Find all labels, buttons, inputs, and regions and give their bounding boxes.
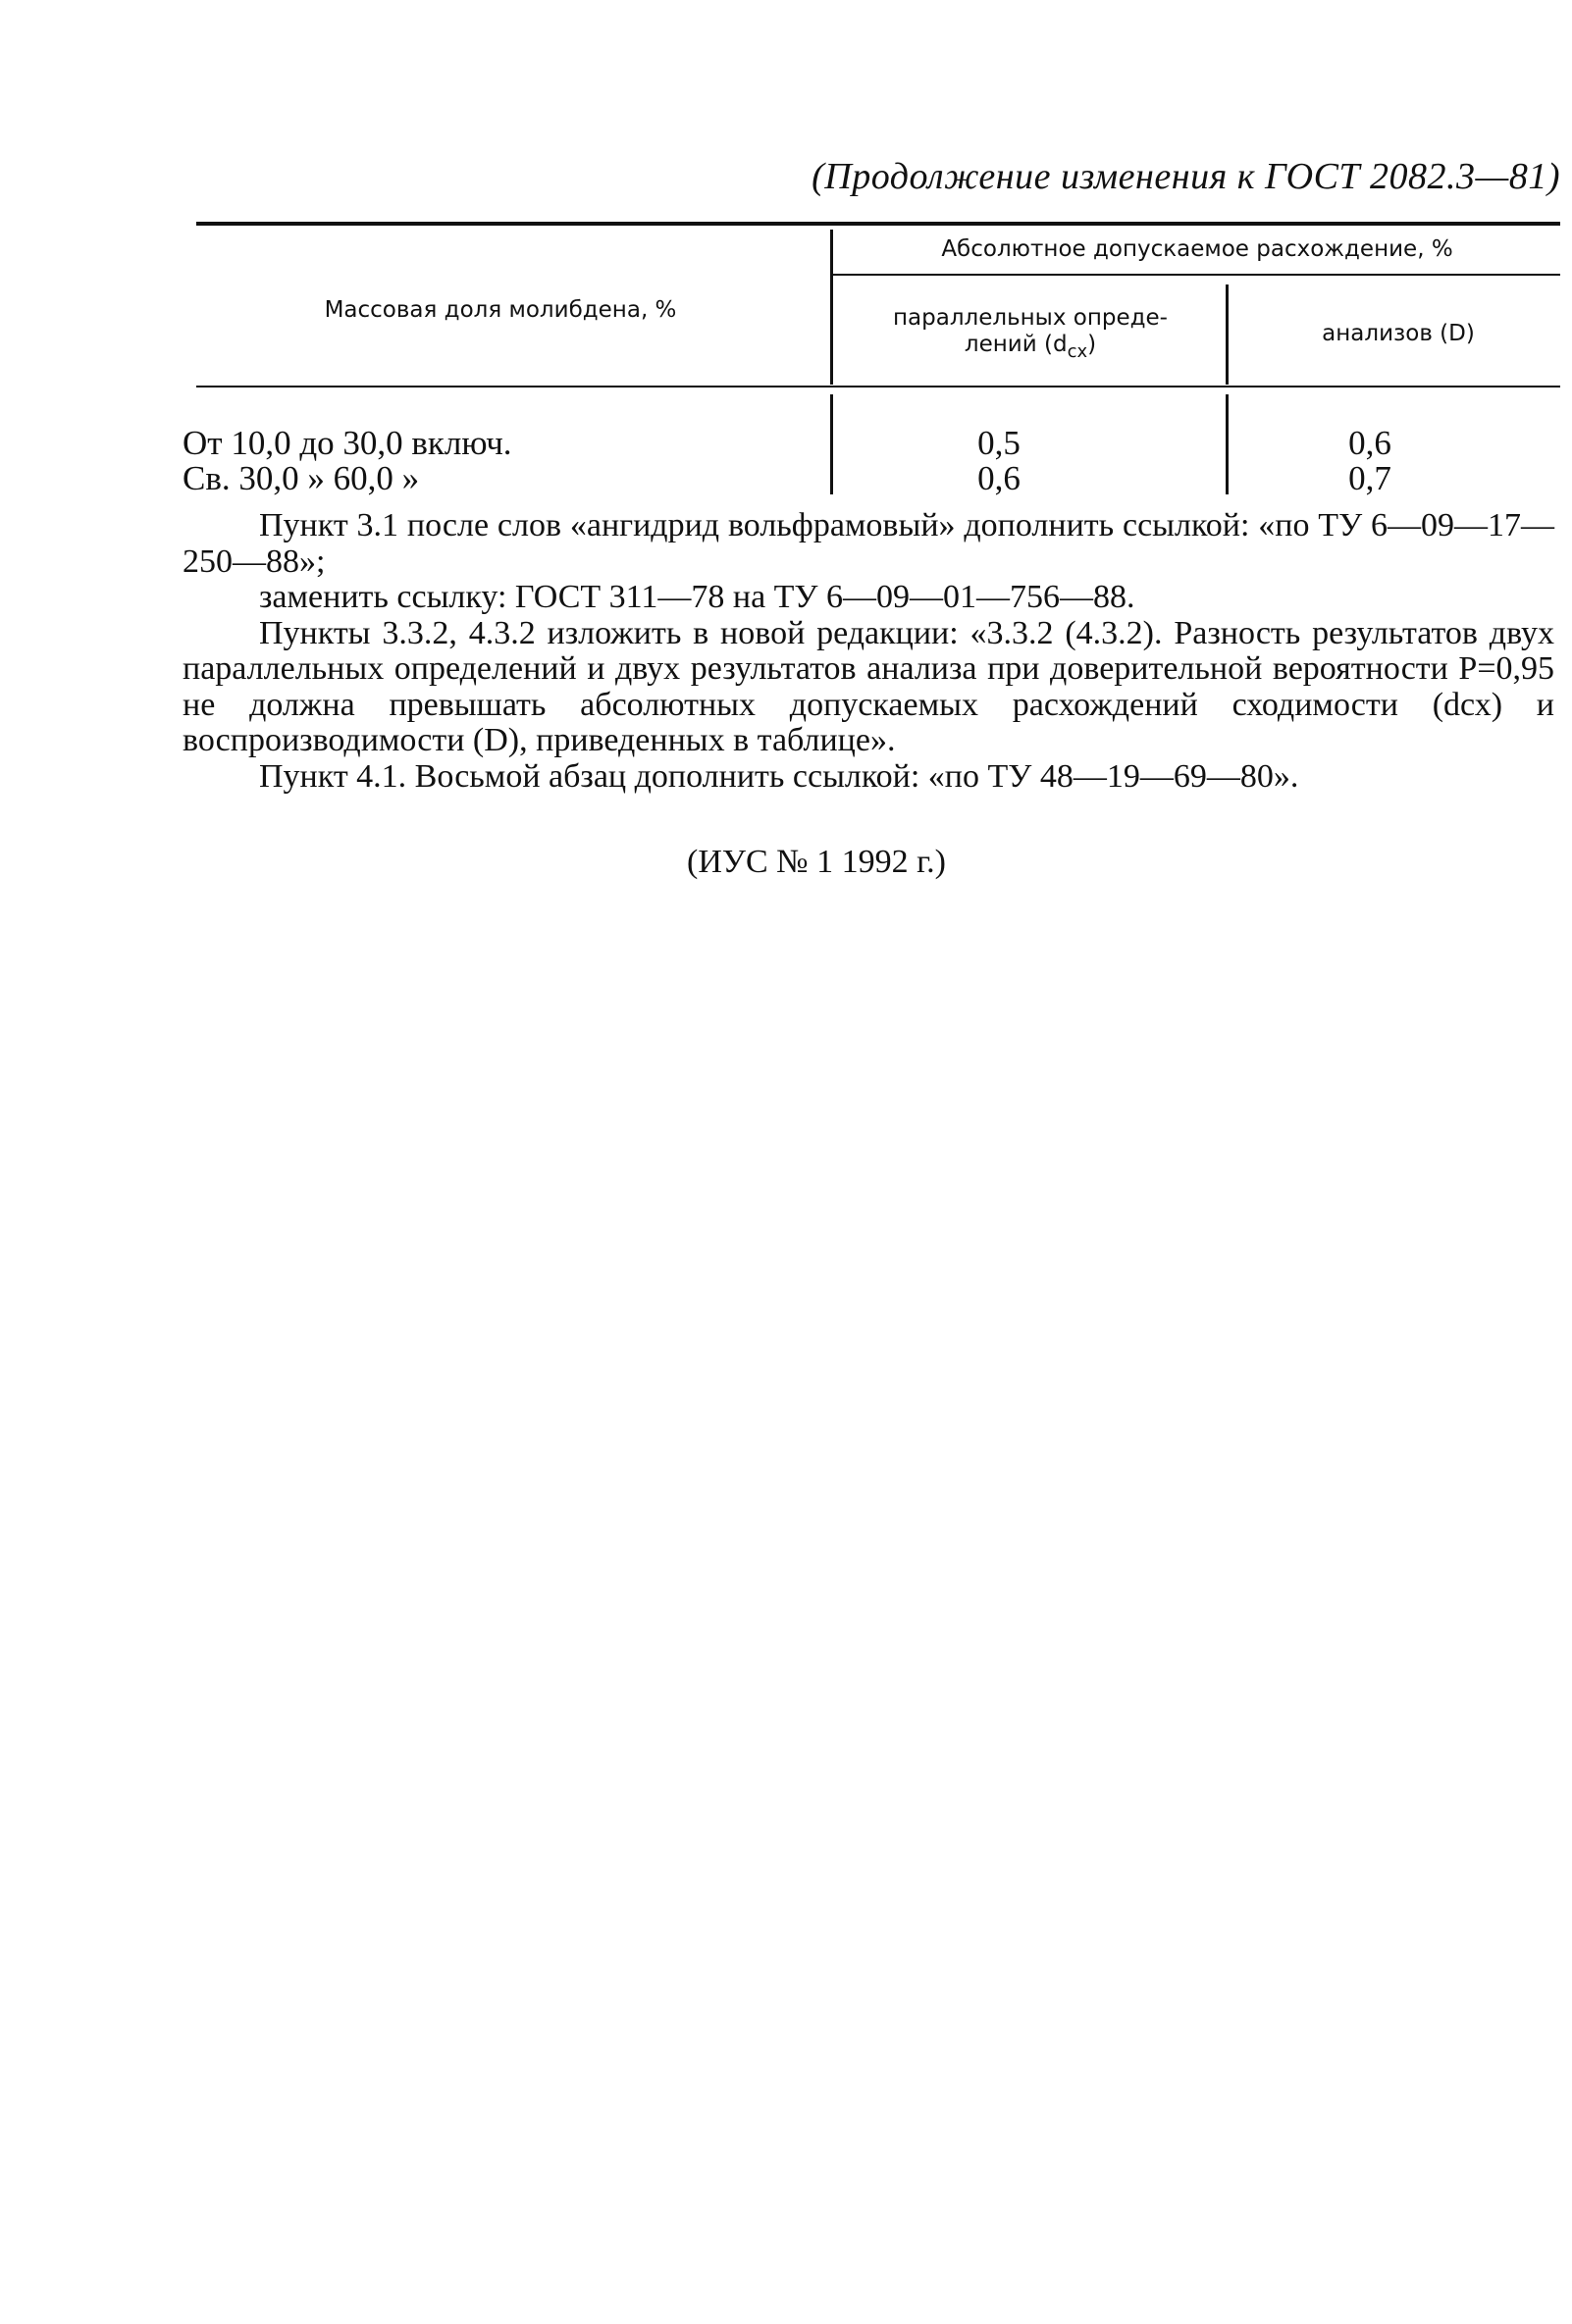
header-parallel-line-1: параллельных опреде- — [893, 305, 1168, 331]
header-analyses: анализов (D) — [1322, 321, 1475, 346]
header-parallel-line-2 — [844, 332, 1217, 365]
header-mass-fraction: Массовая доля молибдена, % — [324, 297, 677, 323]
paragraph-4: Пункт 4.1. Восьмой абзац дополнить ссылкой: «по ТУ 48—19—69—80». — [259, 757, 1299, 795]
table-row-1-label: От 10,0 до 30,0 включ. — [183, 424, 512, 462]
header-absolute-deviation: Абсолютное допускаемое расхождение, % — [941, 236, 1453, 262]
paragraph-1: Пункт 3.1 после слов «ангидрид вольфрамовый» дополнить ссылкой: «по ТУ 6—09—17—250—88»; — [183, 507, 1554, 580]
footer-note: (ИУС № 1 1992 г.) — [687, 844, 946, 880]
table-row-1-analysis: 0,6 — [1348, 424, 1391, 462]
table-row-1-parallel: 0,5 — [977, 424, 1021, 462]
header-parallel-determinations — [844, 305, 1217, 365]
header-parallel-line-2-text: лений (d — [964, 332, 1068, 357]
table-row-2-analysis: 0,7 — [1348, 459, 1391, 497]
table-col-divider-2 — [1226, 284, 1229, 385]
table-col-divider-1-body — [830, 394, 833, 494]
table-subheader-rule — [830, 274, 1560, 276]
paragraph-3: Пункты 3.3.2, 4.3.2 изложить в новой редакции: «3.3.2 (4.3.2). Разность результатов двух параллельных определений и двух результатов анализа при доверительной вероятности P=0,95 не должна превышать абсолютных допускаемых расхождений сходимости (dсх) и воспроизводимости (D), приведенных в таблице». — [183, 614, 1554, 758]
header-parallel-close: ) — [1087, 332, 1097, 357]
running-head: (Продолжение изменения к ГОСТ 2082.3—81) — [812, 156, 1560, 197]
table-col-divider-1 — [830, 230, 833, 385]
body-text — [183, 508, 1554, 795]
header-parallel-subscript: сх — [1067, 341, 1088, 362]
table-row-2-parallel: 0,6 — [977, 459, 1021, 497]
table-header-bottom-rule — [196, 386, 1560, 387]
table-row-2-label: Св. 30,0 » 60,0 » — [183, 459, 420, 497]
table-col-divider-2-body — [1226, 394, 1229, 494]
paragraph-2: заменить ссылку: ГОСТ 311—78 на ТУ 6—09—01—756—88. — [259, 579, 1135, 615]
table-top-rule — [196, 222, 1560, 226]
